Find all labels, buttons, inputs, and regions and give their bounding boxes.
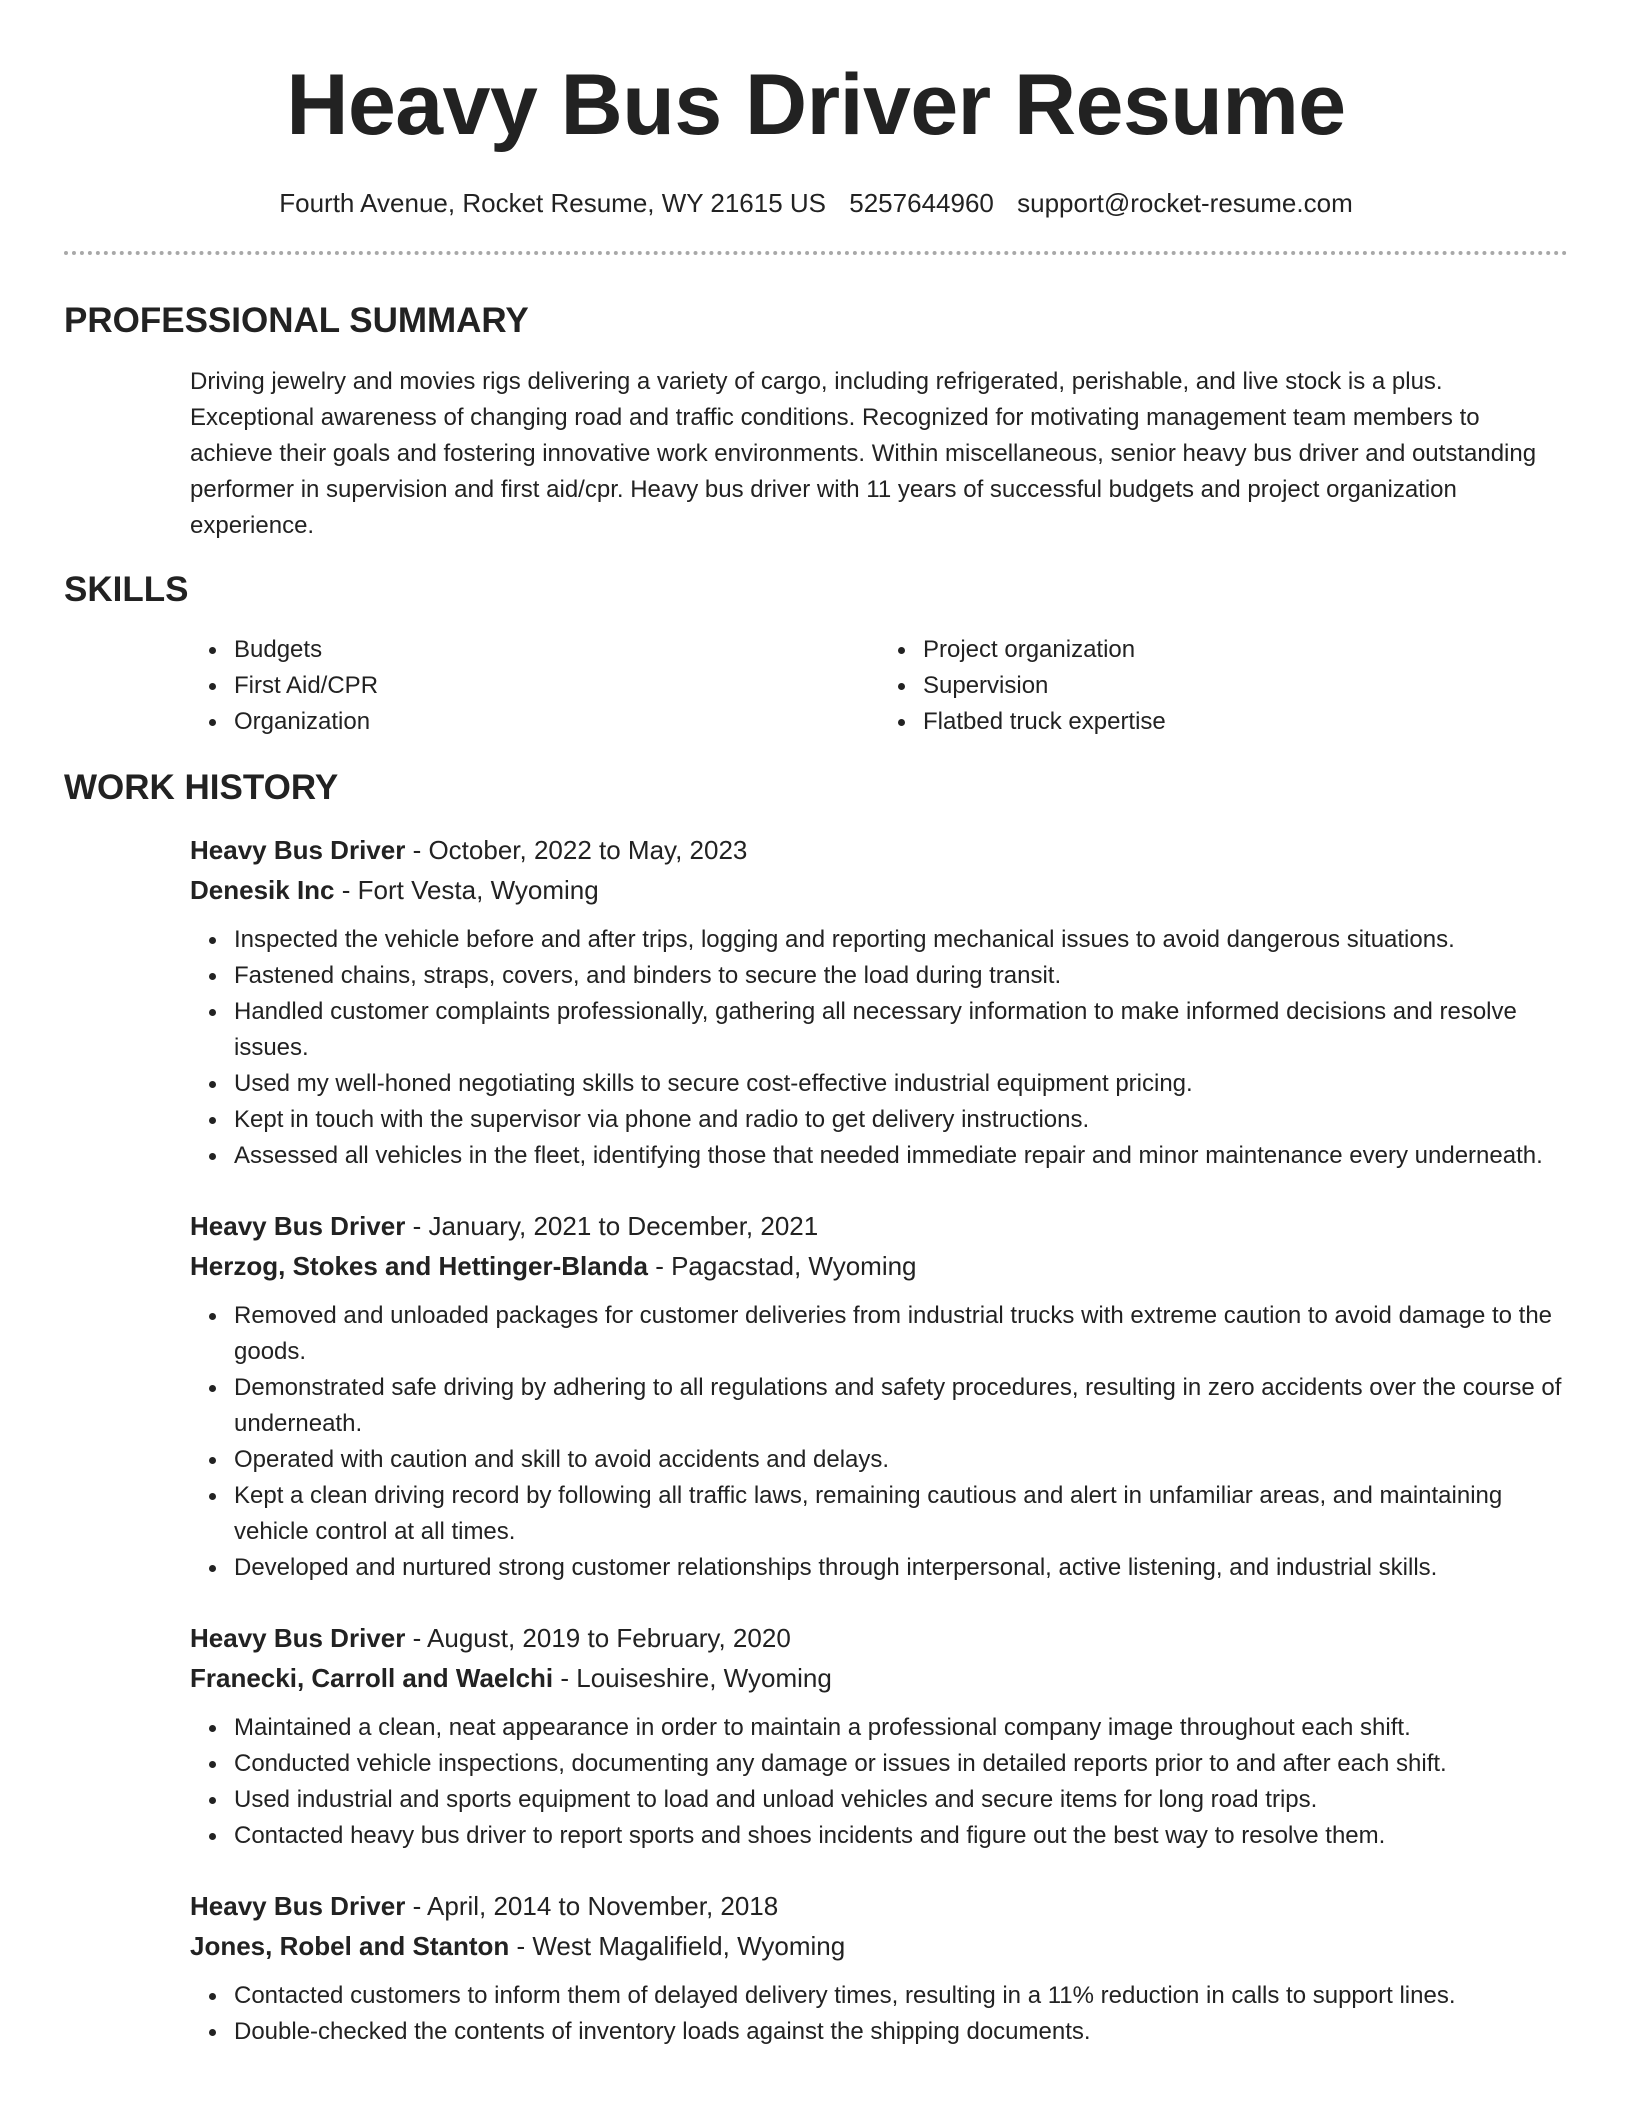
job-dates: - October, 2022 to May, 2023 (405, 835, 748, 865)
job-company-line (190, 870, 1568, 910)
contact-phone: 5257644960 (849, 188, 994, 218)
job-role: Heavy Bus Driver (190, 1891, 406, 1921)
contact-line (64, 185, 1568, 221)
job-bullet: Removed and unloaded packages for customer deliveries from industrial trucks with extreme caution to avoid damage to the goods. (234, 1298, 1568, 1370)
skill-item: Supervision (923, 668, 1568, 704)
skills-column-right (879, 632, 1568, 740)
skill-item: Project organization (923, 632, 1568, 668)
job-company-line (190, 1926, 1568, 1966)
job-company-line (190, 1658, 1568, 1698)
job-dates: - August, 2019 to February, 2020 (405, 1623, 791, 1653)
job-bullet: Conducted vehicle inspections, documenting any damage or issues in detailed reports prior to and after each shift. (234, 1746, 1568, 1782)
job-bullet: Developed and nurtured strong customer relationships through interpersonal, active listening, and industrial skills. (234, 1550, 1568, 1586)
job-bullet: Contacted customers to inform them of delayed delivery times, resulting in a 11% reduction in calls to support lines. (234, 1978, 1568, 2014)
job-entry (190, 1618, 1568, 1854)
job-location: - West Magalifield, Wyoming (509, 1931, 846, 1961)
job-location: - Louiseshire, Wyoming (553, 1663, 832, 1693)
job-role: Heavy Bus Driver (190, 1211, 406, 1241)
skill-item: Organization (234, 704, 879, 740)
job-bullets (190, 1978, 1568, 2050)
job-bullet: Maintained a clean, neat appearance in order to maintain a professional company image throughout each shift. (234, 1710, 1568, 1746)
section-title-skills: SKILLS (64, 570, 189, 609)
job-bullet: Used industrial and sports equipment to load and unload vehicles and secure items for long road trips. (234, 1782, 1568, 1818)
resume-page (64, 0, 1568, 2050)
job-bullet: Demonstrated safe driving by adhering to all regulations and safety procedures, resulting in zero accidents over the course of underneath. (234, 1370, 1568, 1442)
resume-title: Heavy Bus Driver Resume (286, 57, 1346, 153)
job-location: - Fort Vesta, Wyoming (334, 875, 599, 905)
job-company: Denesik Inc (190, 875, 335, 905)
contact-address: Fourth Avenue, Rocket Resume, WY 21615 US (279, 188, 827, 218)
job-bullet: Assessed all vehicles in the fleet, identifying those that needed immediate repair and minor maintenance every underneath. (234, 1138, 1568, 1174)
job-entry (190, 1206, 1568, 1586)
job-bullet: Handled customer complaints professionally, gathering all necessary information to make informed decisions and resolve issues. (234, 994, 1568, 1066)
job-bullet: Operated with caution and skill to avoid accidents and delays. (234, 1442, 1568, 1478)
job-bullet: Kept a clean driving record by following all traffic laws, remaining cautious and alert in unfamiliar areas, and maintaining vehicle control at all times. (234, 1478, 1568, 1550)
job-entry (190, 1886, 1568, 2050)
professional-summary-section (64, 299, 1568, 544)
job-bullet: Kept in touch with the supervisor via phone and radio to get delivery instructions. (234, 1102, 1568, 1138)
contact-email: support@rocket-resume.com (1017, 188, 1353, 218)
job-company: Franecki, Carroll and Waelchi (190, 1663, 554, 1693)
job-bullet: Inspected the vehicle before and after trips, logging and reporting mechanical issues to avoid dangerous situations. (234, 922, 1568, 958)
skill-item: First Aid/CPR (234, 668, 879, 704)
skills-section (64, 568, 1568, 740)
job-bullets (190, 1710, 1568, 1854)
header-divider (64, 251, 1568, 255)
job-company: Herzog, Stokes and Hettinger-Blanda (190, 1251, 648, 1281)
job-title-line (190, 1886, 1568, 1926)
job-bullets (190, 1298, 1568, 1586)
skill-item: Flatbed truck expertise (923, 704, 1568, 740)
skills-grid (190, 632, 1568, 740)
section-title-work: WORK HISTORY (64, 768, 339, 807)
job-dates: - April, 2014 to November, 2018 (405, 1891, 779, 1921)
job-dates: - January, 2021 to December, 2021 (405, 1211, 819, 1241)
job-company: Jones, Robel and Stanton (190, 1931, 510, 1961)
section-title-summary: PROFESSIONAL SUMMARY (64, 301, 529, 340)
job-bullet: Used my well-honed negotiating skills to secure cost-effective industrial equipment pricing. (234, 1066, 1568, 1102)
job-role: Heavy Bus Driver (190, 835, 406, 865)
job-role: Heavy Bus Driver (190, 1623, 406, 1653)
job-company-line (190, 1246, 1568, 1286)
summary-text: Driving jewelry and movies rigs delivering a variety of cargo, including refrigerated, perishable, and live stock is a plus. Exceptional awareness of changing road and traffic conditions. Recognized for motivating management team members to achieve their goals and fostering innovative work environments. Within miscellaneous, senior heavy bus driver and outstanding performer in supervision and first aid/cpr. Heavy bus driver with 11 years of successful budgets and project organization experience. (190, 368, 1537, 539)
work-history-section (64, 766, 1568, 2050)
skill-item: Budgets (234, 632, 879, 668)
job-title-line (190, 830, 1568, 870)
job-title-line (190, 1206, 1568, 1246)
job-bullet: Double-checked the contents of inventory loads against the shipping documents. (234, 2014, 1568, 2050)
skills-column-left (190, 632, 879, 740)
job-bullet: Contacted heavy bus driver to report sports and shoes incidents and figure out the best way to resolve them. (234, 1818, 1568, 1854)
job-bullet: Fastened chains, straps, covers, and binders to secure the load during transit. (234, 958, 1568, 994)
job-entry (190, 830, 1568, 1174)
job-title-line (190, 1618, 1568, 1658)
job-bullets (190, 922, 1568, 1174)
job-location: - Pagacstad, Wyoming (647, 1251, 917, 1281)
